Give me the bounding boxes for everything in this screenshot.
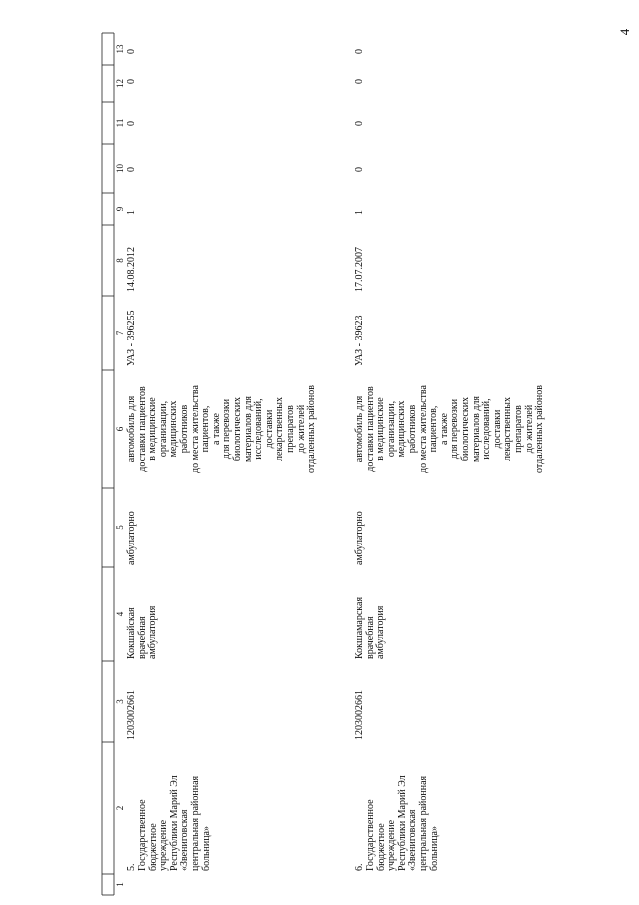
inn-code: 1203002661	[354, 690, 365, 740]
col-header-12: 12	[115, 79, 125, 88]
value-col-9: 1	[126, 210, 137, 215]
col-header-3: 3	[115, 699, 125, 704]
col-header-13: 13	[115, 44, 125, 54]
col-header-2: 2	[115, 805, 125, 811]
col-header-4: 4	[115, 611, 125, 617]
value-col-10: 0	[126, 167, 137, 172]
value-col-9: 1	[354, 210, 365, 215]
vehicle-model: УАЗ - 396255	[126, 310, 137, 366]
acquisition-date: 17.07.2007	[354, 247, 365, 292]
row-number: 6.	[354, 863, 365, 871]
inn-code: 1203002661	[126, 690, 137, 740]
row-number: 5.	[126, 863, 137, 871]
col-header-6: 6	[115, 426, 125, 432]
acquisition-date: 14.08.2012	[126, 247, 137, 292]
value-col-13: 0	[354, 49, 365, 54]
care-type: амбулаторно	[354, 511, 365, 565]
vehicles-table	[114, 33, 613, 895]
col-header-8: 8	[115, 258, 125, 263]
value-col-11: 0	[354, 121, 365, 126]
unit-name: Кокшайская врачебная амбулатория	[126, 605, 159, 659]
care-type: амбулаторно	[126, 511, 137, 565]
vehicle-purpose: автомобиль для доставки пациентов в медицинские организации, медицинских работников до места жительства пациентов, а также для перевозки биологических материалов для исследований, доставки лекарственных препаратов до жителей отдаленных районов	[354, 385, 546, 473]
value-col-12: 0	[354, 79, 365, 84]
col-header-11: 11	[115, 118, 125, 128]
organization-name: Государственное бюджетное учреждение Республики Марий Эл «Звениговская центральная районная больница»	[365, 775, 440, 871]
col-header-10: 10	[115, 164, 125, 173]
organization-name: Государственное бюджетное учреждение Республики Марий Эл «Звениговская центральная районная больница»	[137, 775, 212, 871]
value-col-13: 0	[126, 49, 137, 54]
value-col-12: 0	[126, 79, 137, 84]
page-number: 4	[617, 28, 632, 36]
vehicle-model: УАЗ - 39623	[354, 315, 365, 366]
value-col-11: 0	[126, 121, 137, 126]
vehicle-purpose: автомобиль для доставки пациентов в медицинские организации, медицинских работников до места жительства пациентов, а также для перевозки биологических материалов для исследований, доставки лекарственных препаратов до жителей отдаленных районов	[126, 385, 318, 473]
unit-name: Кокшамарская врачебная амбулатория	[354, 596, 387, 659]
value-col-10: 0	[354, 167, 365, 172]
col-header-1: 1	[115, 882, 125, 887]
col-header-5: 5	[115, 525, 125, 530]
col-header-7: 7	[115, 330, 125, 336]
col-header-9: 9	[115, 206, 125, 212]
